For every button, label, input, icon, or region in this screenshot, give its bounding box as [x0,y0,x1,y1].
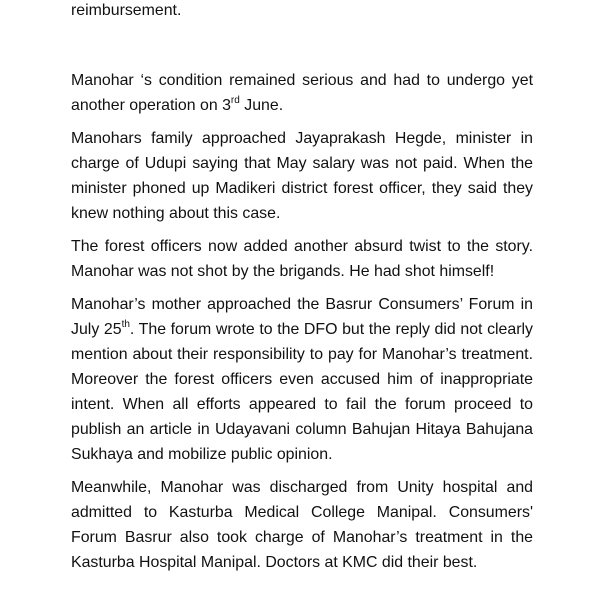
paragraph-minister [71,126,533,226]
paragraph-text: Manohars family approached Jayaprakash Hegde, minister in charge of Udupi saying that May salary was not paid. When the minister phoned up Madikeri district forest officer, they said they knew nothing about this case. [71,130,533,222]
paragraph-forest-officers [71,234,533,284]
paragraph-text: Manohar ‘s condition remained serious and had to undergo yet another operation on 3 [71,72,533,114]
document-body [71,0,533,575]
paragraph-text: reimbursement. [71,2,182,19]
paragraph-text: . The forum wrote to the DFO but the reply did not clearly mention about their responsibility to pay for Manohar’s treatment. Moreover the forest officers even accused him of inappropriate intent. When all efforts appeared to fail the forum proceed to publish an article in Udayavani column Bahujan Hitaya Bahujana Sukhaya and mobilize public opinion. [71,321,533,463]
paragraph-discharge [71,475,533,575]
paragraph-reimbursement [71,0,533,23]
paragraph-text: The forest officers now added another absurd twist to the story. Manohar was not shot by the brigands. He had shot himself! [71,238,533,280]
ordinal-superscript: th [121,318,130,330]
paragraph-consumers-forum [71,292,533,467]
paragraph-operation [71,68,533,118]
paragraph-text: Manohar’s mother approached the Basrur Consumers’ Forum in July 25 [71,296,533,338]
ordinal-superscript: rd [230,94,240,106]
paragraph-text: June. [239,97,284,114]
paragraph-text: Meanwhile, Manohar was discharged from Unity hospital and admitted to Kasturba Medical College Manipal. Consumers' Forum Basrur also took charge of Manohar’s treatment in the Kasturba Hospital Manipal. Doctors at KMC did their best. [71,479,533,571]
